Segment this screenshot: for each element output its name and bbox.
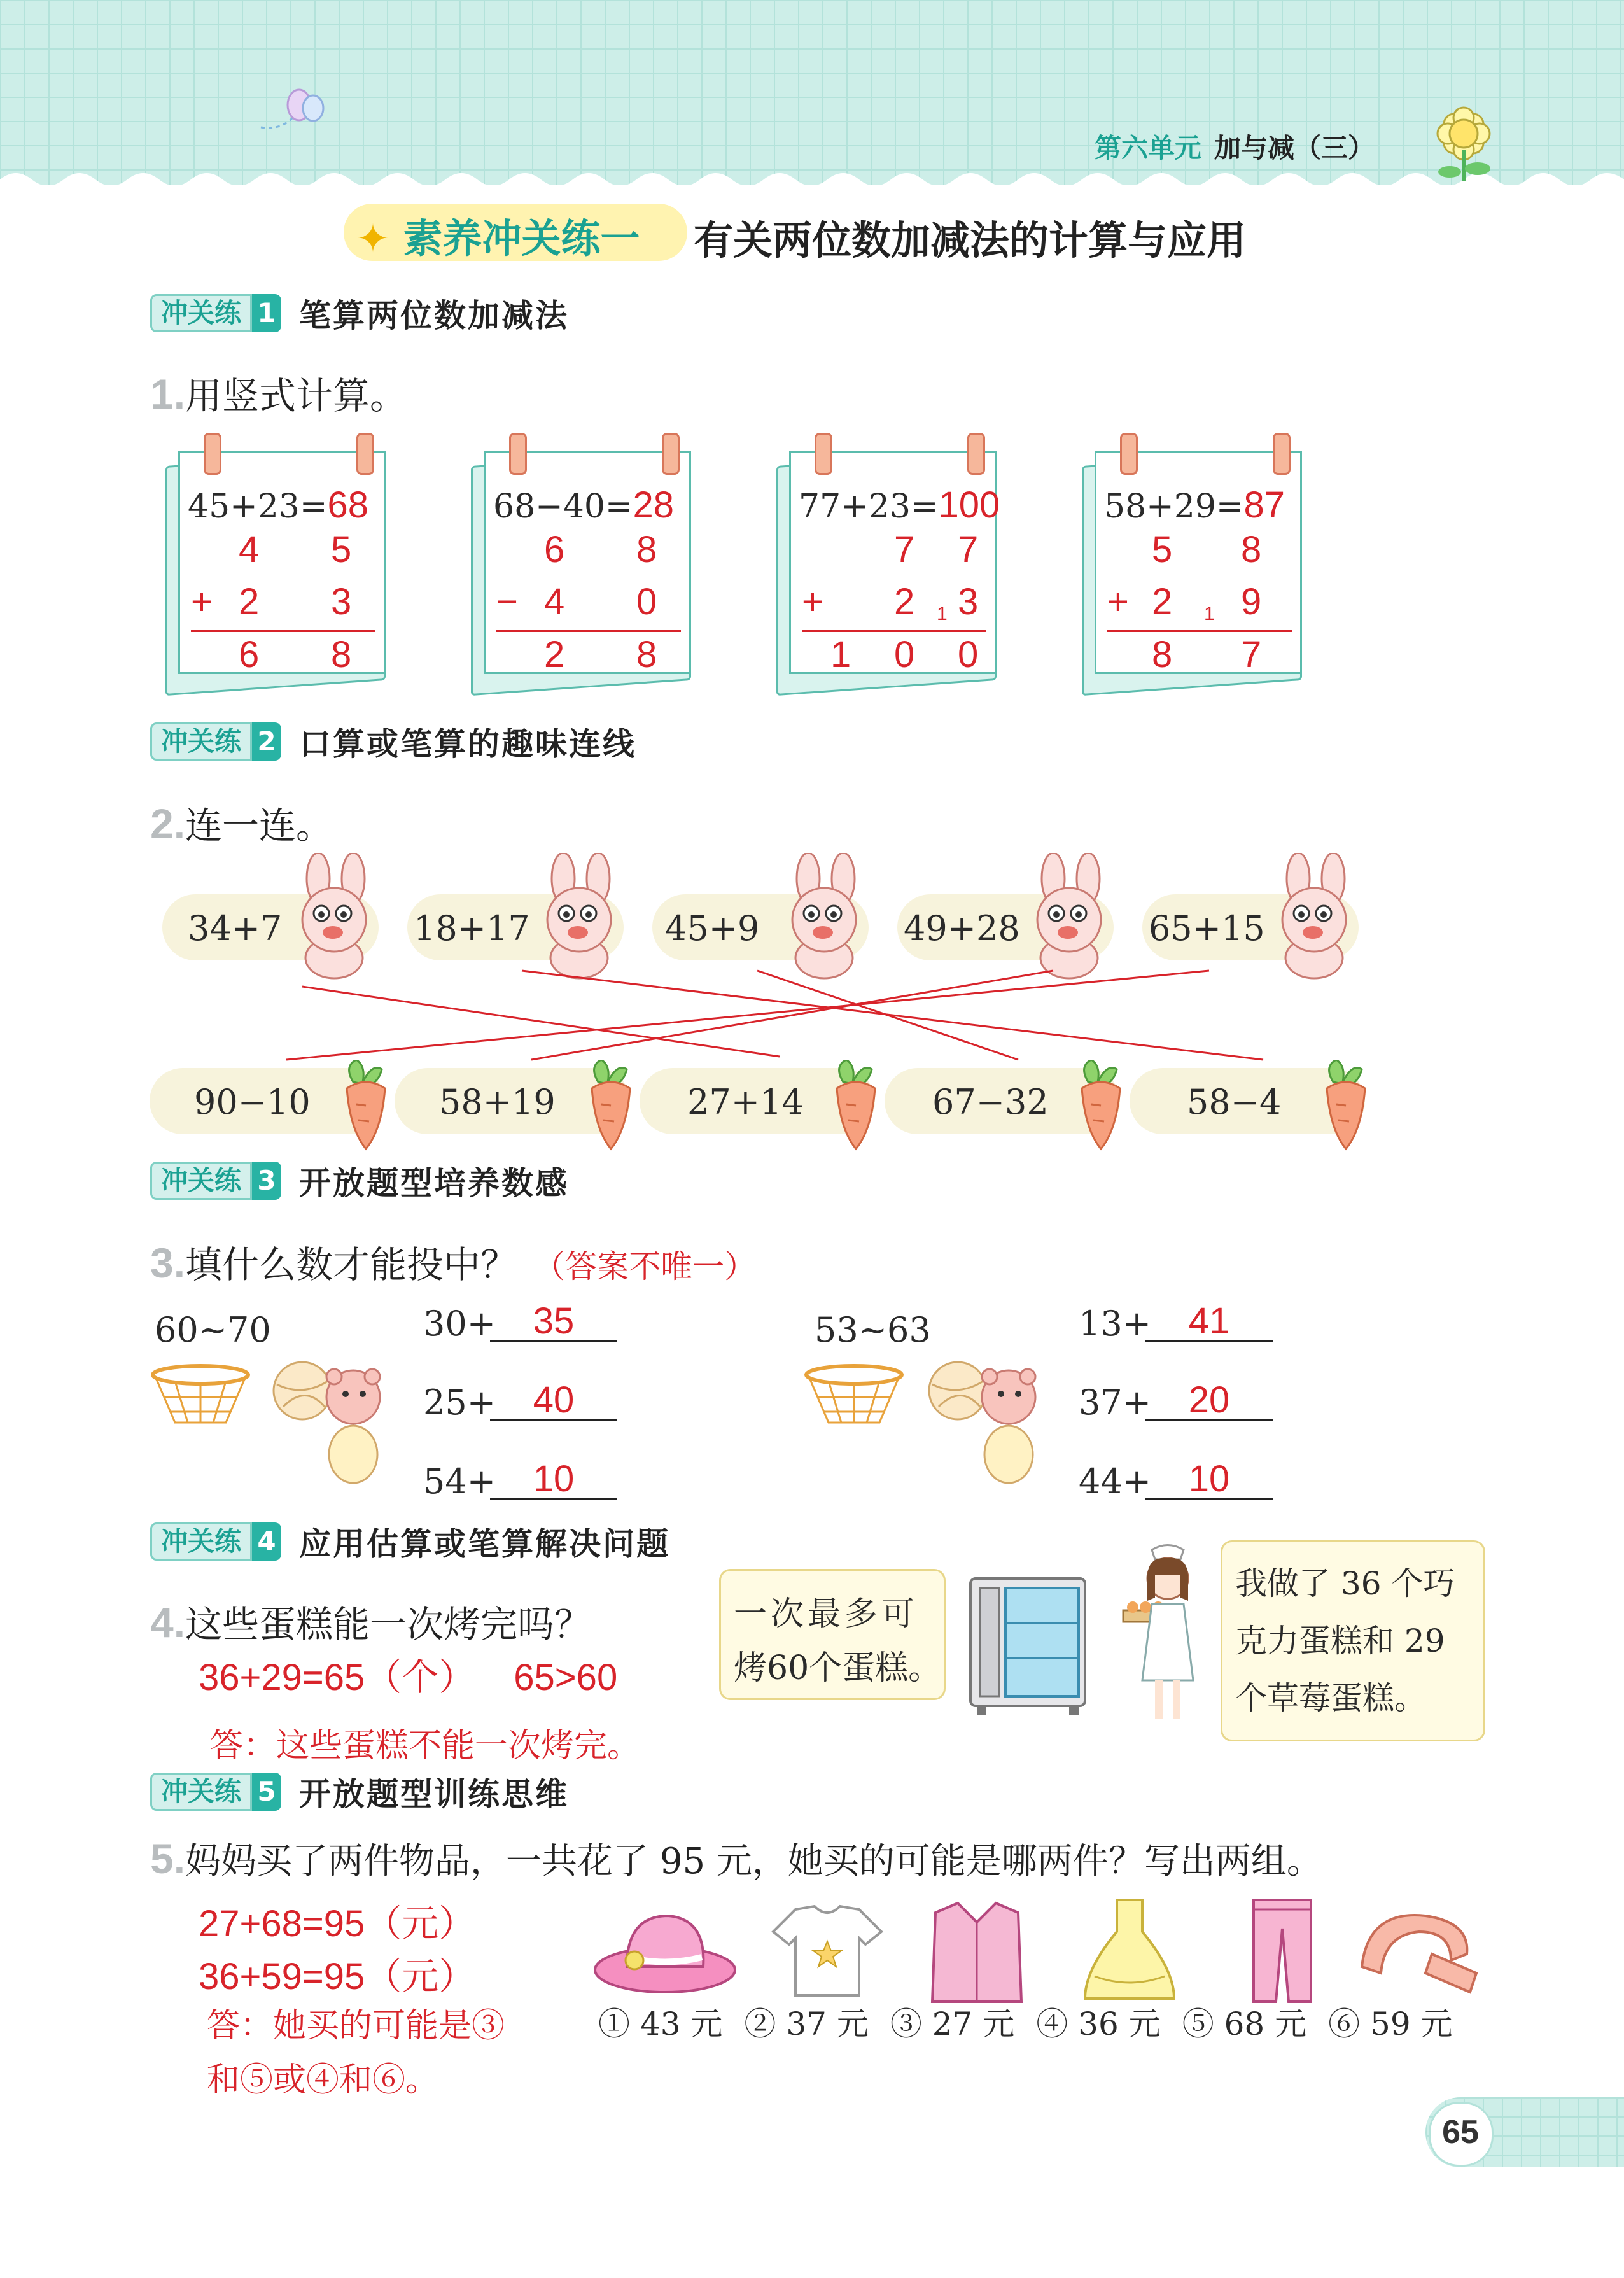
- answer-blank-a1[interactable]: 35: [490, 1300, 617, 1342]
- bear-with-ball-icon: [270, 1359, 398, 1493]
- jacket-icon: [929, 1897, 1025, 2005]
- calc-card-2: 68−40=28 6 8 − 4 0 2 8: [484, 439, 694, 681]
- section-tag-2: 冲关练 2 口算或笔算的趣味连线: [150, 722, 636, 761]
- price-item: ⑤ 68 元: [1182, 2006, 1307, 2042]
- match-bottom-5[interactable]: 58−4: [1130, 1068, 1365, 1134]
- match-top-4[interactable]: 49+28: [897, 894, 1114, 960]
- tshirt-icon: [770, 1903, 885, 1999]
- header-grid-background: [0, 0, 1624, 185]
- question-1: 1.用竖式计算。: [150, 370, 407, 418]
- q4-answer: 答：这些蛋糕不能一次烤完。: [210, 1727, 641, 1765]
- match-top-1[interactable]: 34+7: [162, 894, 379, 960]
- price-item: ⑥ 59 元: [1328, 2006, 1453, 2042]
- section-tag-1: 冲关练 1 笔算两位数加减法: [150, 294, 569, 332]
- q5-answer-2: 和⑤或④和⑥。: [207, 2061, 439, 2099]
- match-bottom-2[interactable]: 58+19: [395, 1068, 630, 1134]
- rabbit-icon: [1015, 853, 1123, 980]
- hat-icon: [589, 1903, 741, 1999]
- expr-a2: 25+: [423, 1382, 496, 1423]
- price-item: ③ 27 元: [890, 2006, 1015, 2042]
- carrot-icon: [1069, 1060, 1133, 1155]
- expr-b2: 37+: [1079, 1382, 1151, 1423]
- calc-card-3: 77+23=100 7 7 + 2 1 3 1 0 0: [789, 439, 999, 681]
- oven-speech-bubble: 一次最多可 烤60个蛋糕。: [719, 1569, 946, 1700]
- match-bottom-3[interactable]: 27+14: [640, 1068, 875, 1134]
- answer-blank-b1[interactable]: 41: [1145, 1300, 1273, 1342]
- bear-with-ball-icon: [926, 1359, 1053, 1493]
- answer-blank-a2[interactable]: 40: [490, 1379, 617, 1421]
- page-number: 65: [1442, 2114, 1479, 2151]
- section-tag-4: 冲关练 4 应用估算或笔算解决问题: [150, 1522, 670, 1561]
- section-tag-3: 冲关练 3 开放题型培养数感: [150, 1162, 569, 1200]
- rabbit-icon: [1260, 853, 1368, 980]
- pants-icon: [1247, 1897, 1317, 2005]
- basketball-hoop-icon: [150, 1362, 251, 1432]
- match-bottom-4[interactable]: 67−32: [885, 1068, 1120, 1134]
- q5-answer-1: 答：她买的可能是③: [207, 2007, 505, 2045]
- answer-blank-a3[interactable]: 10: [490, 1458, 617, 1500]
- carrot-icon: [1314, 1060, 1378, 1155]
- dress-icon: [1082, 1894, 1177, 2002]
- match-top-3[interactable]: 45+9: [652, 894, 869, 960]
- question-5: 5.妈妈买了两件物品，一共花了 95 元，她买的可能是哪两件？写出两组。: [150, 1835, 1322, 1882]
- q5-work-2: 36+59=95（元）: [199, 1956, 476, 1997]
- basketball-hoop-icon: [803, 1362, 905, 1432]
- rabbit-icon: [770, 853, 878, 980]
- expr-a3: 54+: [423, 1461, 496, 1501]
- section-tag-5: 冲关练 5 开放题型训练思维: [150, 1773, 569, 1811]
- baker-girl-icon: [1117, 1540, 1219, 1731]
- match-top-2[interactable]: 18+17: [407, 894, 624, 960]
- answer-blank-b3[interactable]: 10: [1145, 1458, 1273, 1500]
- expr-b1: 13+: [1079, 1304, 1151, 1344]
- range-label-1: 60~70: [155, 1310, 271, 1350]
- expr-b3: 44+: [1079, 1461, 1151, 1501]
- price-item: ② 37 元: [744, 2006, 869, 2042]
- question-2: 2.连一连。: [150, 800, 333, 847]
- answer-blank-b2[interactable]: 20: [1145, 1379, 1273, 1421]
- question-4: 4.这些蛋糕能一次烤完吗？: [150, 1599, 592, 1646]
- carrot-icon: [579, 1060, 643, 1155]
- price-item: ① 43 元: [598, 2006, 723, 2042]
- carrot-icon: [824, 1060, 888, 1155]
- rabbit-icon: [525, 853, 633, 980]
- question-3: 3.填什么数才能投中？ （答案不唯一）: [150, 1239, 757, 1286]
- rabbit-icon: [280, 853, 388, 980]
- oven-icon: [964, 1572, 1091, 1719]
- page-title: 有关两位数加减法的计算与应用: [694, 217, 1247, 264]
- expr-a1: 30+: [423, 1304, 496, 1344]
- calc-card-1: 45+23=68 4 5 + 2 3 6 8: [178, 439, 388, 681]
- range-label-2: 53~63: [815, 1310, 931, 1350]
- q4-work: 36+29=65（个） 65>60: [199, 1657, 618, 1698]
- header-wave-border: [0, 167, 1624, 205]
- title-tag: ✦ 素养冲关练一: [356, 215, 640, 262]
- carrot-icon: [334, 1060, 398, 1155]
- scarf-icon: [1355, 1903, 1483, 1999]
- butterfly-icon: [255, 83, 331, 140]
- girl-speech-bubble: 我做了 36 个巧 克力蛋糕和 29 个草莓蛋糕。: [1221, 1540, 1485, 1741]
- price-list: [598, 1999, 1474, 2044]
- price-item: ④ 36 元: [1036, 2006, 1161, 2042]
- calc-card-4: 58+29=87 5 8 + 2 1 9 8 7: [1095, 439, 1305, 681]
- match-lines: [0, 967, 1624, 1076]
- flower-icon: [1425, 95, 1508, 185]
- match-top-5[interactable]: 65+15: [1142, 894, 1359, 960]
- q5-work-1: 27+68=95（元）: [199, 1903, 476, 1944]
- match-bottom-1[interactable]: 90−10: [150, 1068, 385, 1134]
- header-unit-label: 第六单元 加与减（三）: [1095, 132, 1375, 164]
